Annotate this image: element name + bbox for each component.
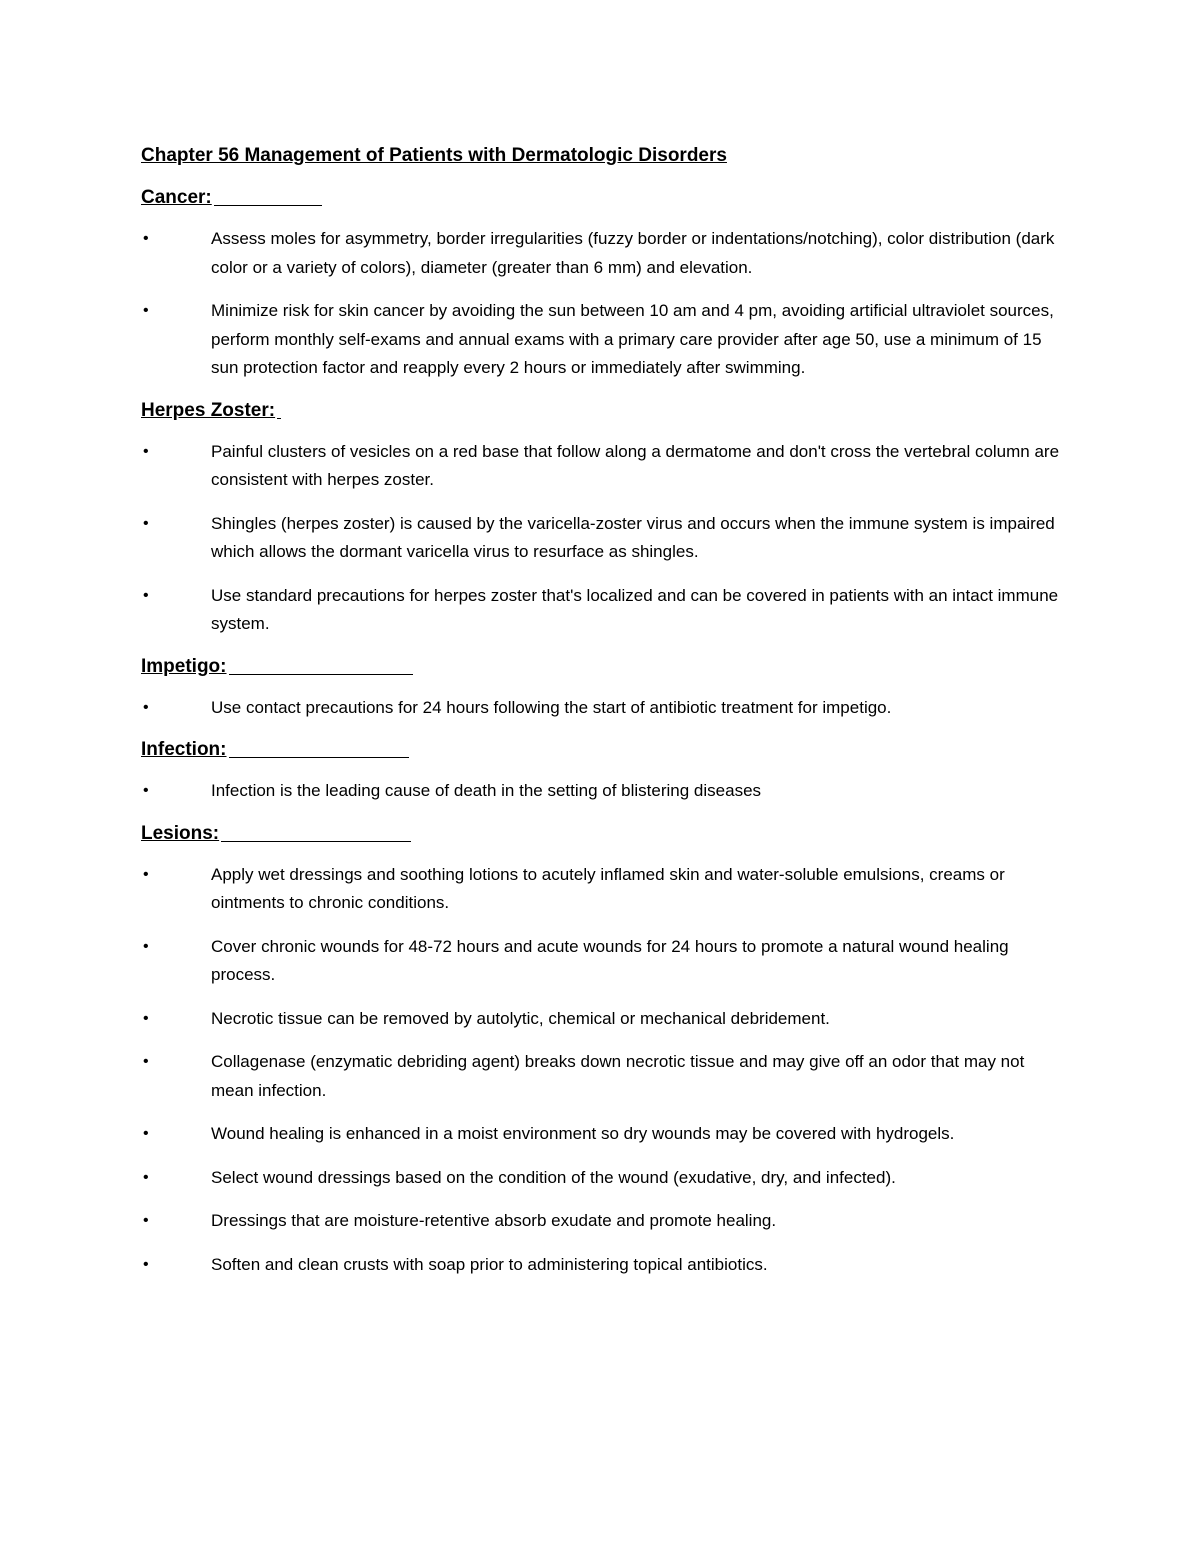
- heading-underline: [229, 673, 413, 675]
- list-item-text: Use standard precautions for herpes zoster that's localized and can be covered in patients with an intact immune system.: [211, 585, 1059, 633]
- section-infection: [141, 737, 1071, 806]
- section-impetigo: [141, 654, 1071, 723]
- section-heading-text: Cancer:: [141, 187, 212, 208]
- list-item: [141, 1207, 1071, 1236]
- list-item-text: Use contact precautions for 24 hours following the start of antibiotic treatment for impetigo.: [211, 697, 892, 717]
- heading-underline: [277, 417, 281, 419]
- list-item: [141, 510, 1071, 567]
- list-item: [141, 933, 1071, 990]
- section-heading: [141, 185, 1071, 211]
- bullet-icon: •: [143, 782, 149, 799]
- list-item: [141, 1048, 1071, 1105]
- bullet-icon: •: [143, 1212, 149, 1229]
- section-heading-text: Herpes Zoster:: [141, 399, 276, 421]
- section-heading: [141, 398, 1071, 424]
- bullet-icon: •: [143, 1255, 149, 1273]
- bullet-icon: •: [143, 698, 149, 716]
- bullet-icon: •: [143, 1125, 149, 1142]
- list-item-text: Collagenase (enzymatic debriding agent) breaks down necrotic tissue and may give off an odor that may not mean infection.: [211, 1052, 1025, 1100]
- list-item: [141, 438, 1071, 495]
- bullet-list: [141, 438, 1071, 639]
- list-item: [141, 1164, 1071, 1193]
- list-item: [141, 1251, 1071, 1280]
- list-item: [141, 861, 1071, 918]
- section-cancer: [141, 185, 1071, 383]
- list-item-text: Minimize risk for skin cancer by avoiding the sun between 10 am and 4 pm, avoiding artificial ultraviolet sources, perform monthly self-exams and annual exams with a primary care provider after age 50, use a minimum of 15 sun protection factor and reapply every 2 hours or immediately after swimming.: [211, 301, 1054, 377]
- section-lesions: [141, 821, 1071, 1280]
- bullet-icon: •: [143, 302, 149, 319]
- section-heading: [141, 821, 1071, 847]
- heading-underline: [214, 204, 322, 206]
- list-item-text: Soften and clean crusts with soap prior to administering topical antibiotics.: [211, 1254, 768, 1274]
- bullet-icon: •: [143, 586, 149, 604]
- section-heading-text: Impetigo:: [141, 655, 227, 677]
- bullet-icon: •: [143, 1053, 149, 1070]
- bullet-icon: •: [143, 937, 149, 955]
- bullet-list: [141, 694, 1071, 723]
- bullet-icon: •: [143, 442, 149, 460]
- bullet-icon: •: [143, 865, 149, 883]
- bullet-list: [141, 777, 1071, 806]
- list-item: [141, 694, 1071, 723]
- list-item-text: Shingles (herpes zoster) is caused by the varicella-zoster virus and occurs when the immune system is impaired which allows the dormant varicella virus to resurface as shingles.: [211, 513, 1055, 561]
- section-herpes-zoster: [141, 398, 1071, 639]
- document-page: [141, 143, 1071, 1294]
- bullet-icon: •: [143, 230, 149, 247]
- list-item-text: Cover chronic wounds for 48-72 hours and acute wounds for 24 hours to promote a natural wound healing process.: [211, 936, 1009, 984]
- list-item-text: Apply wet dressings and soothing lotions to acutely inflamed skin and water-soluble emulsions, creams or ointments to chronic conditions.: [211, 864, 1005, 912]
- list-item: [141, 297, 1071, 383]
- bullet-list: [141, 225, 1071, 383]
- heading-underline: [221, 840, 411, 842]
- heading-underline: [229, 756, 409, 758]
- bullet-icon: •: [143, 1009, 149, 1027]
- bullet-icon: •: [143, 1168, 149, 1186]
- list-item-text: Dressings that are moisture-retentive absorb exudate and promote healing.: [211, 1211, 777, 1230]
- list-item: [141, 1005, 1071, 1034]
- list-item-text: Necrotic tissue can be removed by autolytic, chemical or mechanical debridement.: [211, 1008, 830, 1028]
- list-item: [141, 582, 1071, 639]
- list-item-text: Assess moles for asymmetry, border irregularities (fuzzy border or indentations/notching), color distribution (dark color or a variety of colors), diameter (greater than 6 mm) and elevation.: [211, 229, 1055, 277]
- bullet-icon: •: [143, 514, 149, 532]
- section-heading-text: Infection:: [141, 739, 227, 760]
- list-item: [141, 1120, 1071, 1149]
- section-heading: [141, 654, 1071, 680]
- list-item-text: Painful clusters of vesicles on a red base that follow along a dermatome and don't cross the vertebral column are consistent with herpes zoster.: [211, 441, 1060, 489]
- list-item-text: Wound healing is enhanced in a moist environment so dry wounds may be covered with hydrogels.: [211, 1124, 955, 1143]
- bullet-list: [141, 861, 1071, 1280]
- list-item-text: Select wound dressings based on the condition of the wound (exudative, dry, and infected).: [211, 1167, 896, 1187]
- section-heading-text: Lesions:: [141, 822, 220, 844]
- list-item: [141, 225, 1071, 282]
- section-heading: [141, 737, 1071, 763]
- list-item: [141, 777, 1071, 806]
- list-item-text: Infection is the leading cause of death in the setting of blistering diseases: [211, 781, 762, 800]
- document-title: Chapter 56 Management of Patients with Dermatologic Disorders: [141, 145, 727, 166]
